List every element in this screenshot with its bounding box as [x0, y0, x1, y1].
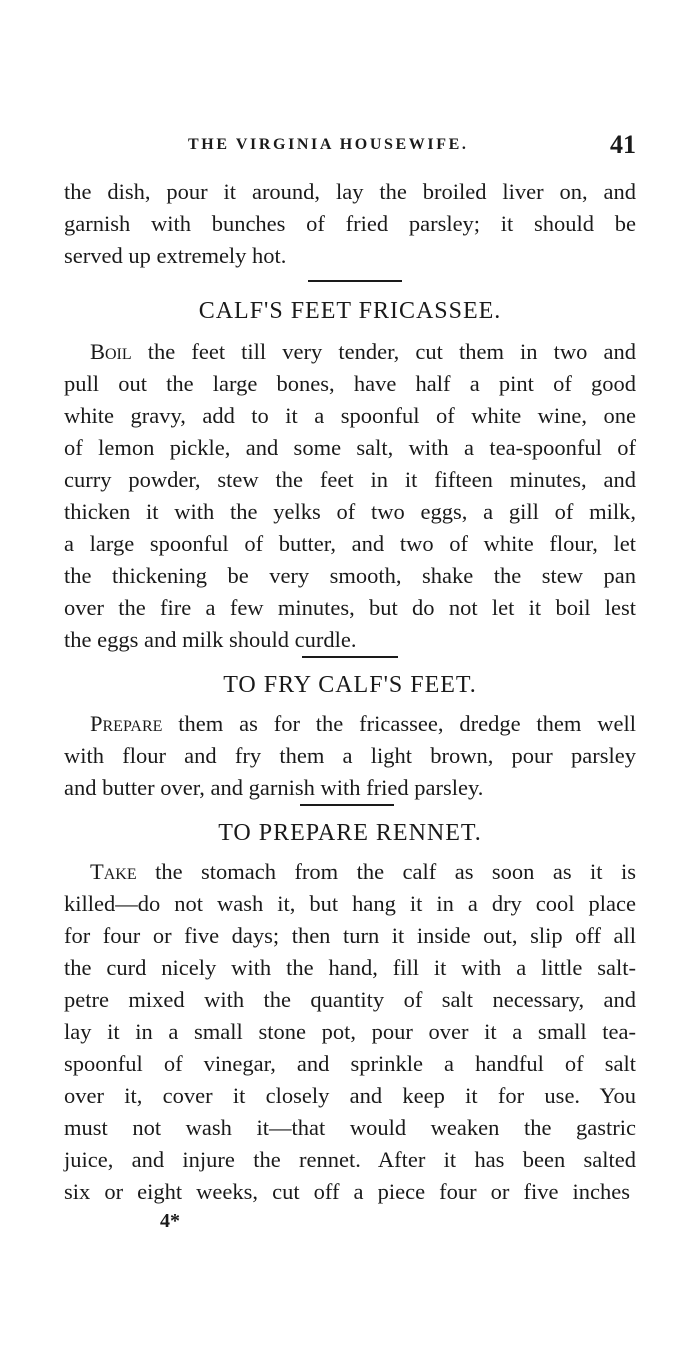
section-title: TO PREPARE RENNET.	[218, 820, 482, 846]
section-title: CALF'S FEET FRICASSEE.	[198, 298, 502, 324]
lead-word: Prepare	[90, 711, 163, 736]
page-number: 41	[610, 130, 636, 159]
text-line: must not wash it—that would weaken the gastric	[64, 1115, 636, 1140]
text-line: for four or five days; then turn it inside out, slip off all	[64, 923, 636, 948]
text-line: the eggs and milk should curdle.	[64, 627, 357, 652]
text-line: six or eight weeks, cut off a piece four or five inches	[64, 1179, 630, 1204]
text-line: Prepare them as for the fricassee, dredge them well	[90, 711, 636, 736]
signature-mark: 4*	[160, 1210, 180, 1232]
text-line: petre mixed with the quantity of salt necessary, and	[64, 987, 636, 1012]
text-line: over it, cover it closely and keep it for use. You	[64, 1083, 636, 1108]
running-title: THE VIRGINIA HOUSEWIFE.	[188, 136, 469, 153]
text-line: a large spoonful of butter, and two of white flour, let	[64, 531, 636, 556]
text-line: of lemon pickle, and some salt, with a tea-spoonful of	[64, 435, 636, 460]
text-line: juice, and injure the rennet. After it has been salted	[64, 1147, 636, 1172]
text-line: and butter over, and garnish with fried parsley.	[64, 775, 484, 800]
text-line: spoonful of vinegar, and sprinkle a handful of salt	[64, 1051, 636, 1076]
lead-word: Boil	[90, 339, 132, 364]
text-line: killed—do not wash it, but hang it in a dry cool place	[64, 891, 636, 916]
section-divider	[308, 280, 402, 282]
text-line: with flour and fry them a light brown, pour parsley	[64, 743, 636, 768]
text-line: curry powder, stew the feet in it fifteen minutes, and	[64, 467, 636, 492]
text-line: Boil the feet till very tender, cut them in two and	[90, 339, 636, 364]
section-title: TO FRY CALF'S FEET.	[223, 672, 477, 698]
text-line: the thickening be very smooth, shake the stew pan	[64, 563, 636, 588]
text-line: over the fire a few minutes, but do not let it boil lest	[64, 595, 636, 620]
text-line: garnish with bunches of fried parsley; it should be	[64, 211, 636, 236]
text-line: served up extremely hot.	[64, 243, 287, 268]
text-line: lay it in a small stone pot, pour over it a small tea-	[64, 1019, 636, 1044]
text-line: Take the stomach from the calf as soon as it is	[90, 859, 636, 884]
text-line: white gravy, add to it a spoonful of white wine, one	[64, 403, 636, 428]
text-line: pull out the large bones, have half a pint of good	[64, 371, 636, 396]
text-line: the dish, pour it around, lay the broiled liver on, and	[64, 179, 636, 204]
text-line: the curd nicely with the hand, fill it with a little salt-	[64, 955, 636, 980]
section-divider	[300, 804, 394, 806]
text-line: thicken it with the yelks of two eggs, a gill of milk,	[64, 499, 636, 524]
section-divider	[302, 656, 398, 658]
lead-word: Take	[90, 859, 137, 884]
